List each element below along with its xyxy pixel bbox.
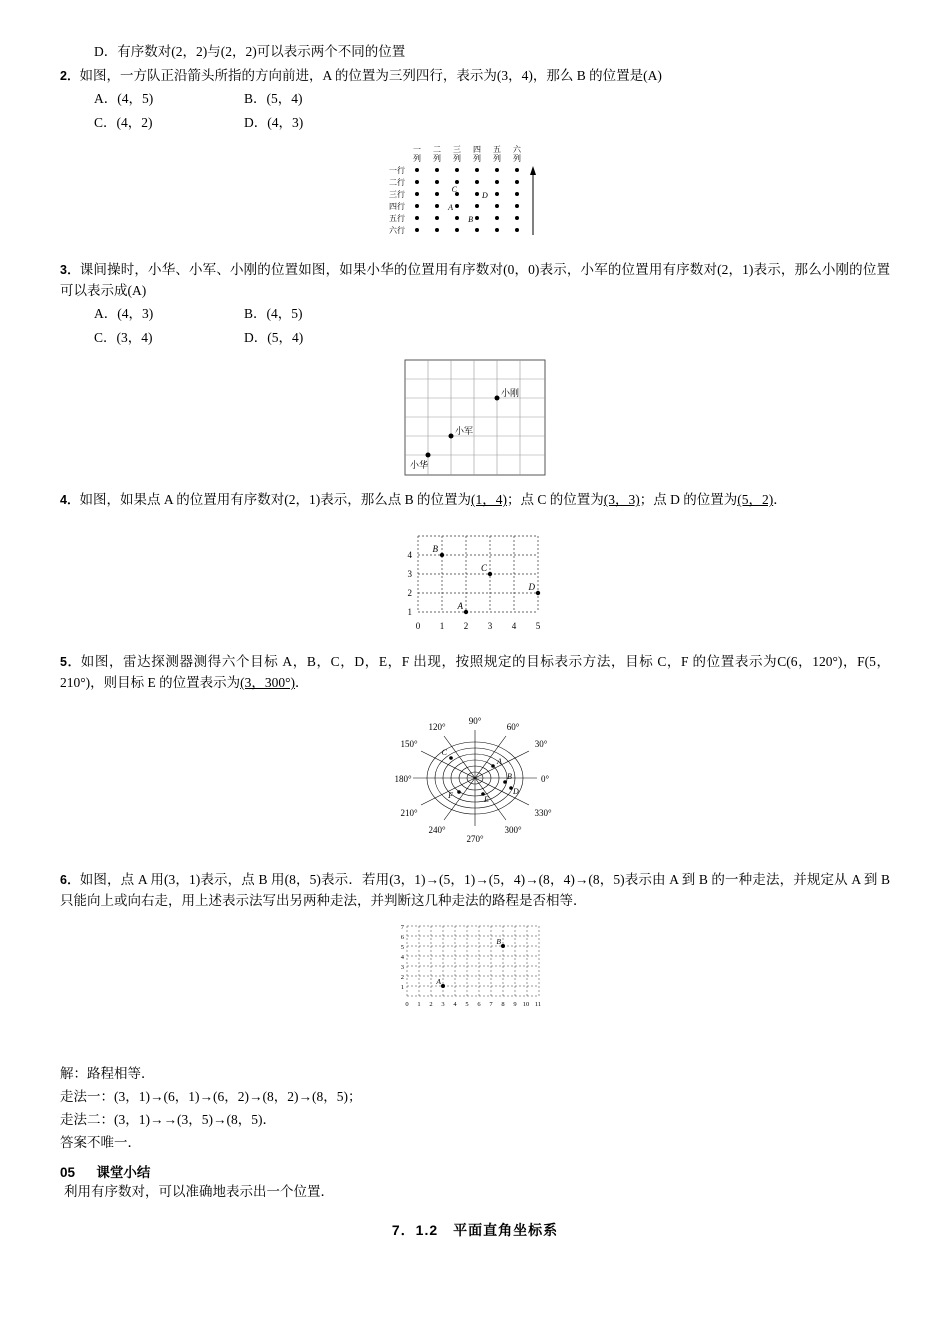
question-3-option-a[interactable]: A．(4，3) [94, 306, 154, 322]
question-3-body: 课间操时，小华、小军、小刚的位置如图，如果小华的位置用有序数对(0，0)表示，小军的位置用有序数对(2，1)表示，那么小刚的位置可以表示成(A) [60, 262, 890, 299]
svg-text:4: 4 [511, 621, 516, 632]
svg-text:五: 五 [493, 145, 501, 155]
svg-text:列: 列 [413, 154, 421, 164]
svg-text:列: 列 [453, 154, 461, 164]
section-05-body: 利用有序数对，可以准确地表示出一个位置． [64, 1183, 334, 1199]
question-3 [60, 260, 890, 480]
svg-text:B: B [468, 215, 473, 225]
question-2-option-c[interactable]: C．(4，2) [94, 114, 153, 130]
svg-text:四: 四 [473, 145, 481, 155]
question-6-solution-line-3: 走法二：(3，1)→→(3，5)→(8，5)． [60, 1111, 276, 1127]
svg-text:F: F [448, 791, 453, 801]
svg-text:一行: 一行 [389, 166, 405, 176]
svg-text:1: 1 [417, 1000, 421, 1008]
svg-text:三: 三 [453, 145, 461, 155]
question-2-option-a[interactable]: A．(4，5) [94, 90, 154, 106]
svg-text:240°: 240° [428, 825, 446, 836]
question-2-figure [60, 140, 890, 250]
question-5-text [60, 652, 890, 694]
svg-text:B: B [496, 936, 501, 946]
svg-text:列: 列 [473, 154, 481, 164]
question-3-options-row2 [60, 326, 890, 350]
question-6-body: 如图，点 A 用(3，1)表示，点 B 用(8，5)表示．若用(3，1)→(5，1)→(5，4)→(8，4)→(8，5)表示由 A 到 B 的一种走法，并规定从 A 到 B 只能向上或向右走，用上述表示法写出另两种走法，并判断这几种走法的路程是否相等． [60, 872, 890, 908]
svg-text:小华: 小华 [410, 460, 429, 471]
svg-text:C: C [480, 563, 487, 574]
answer-space [60, 1023, 890, 1063]
svg-text:2: 2 [407, 588, 412, 599]
svg-text:5: 5 [400, 943, 404, 951]
question-6-figure [60, 918, 890, 1013]
svg-text:3: 3 [407, 569, 412, 580]
question-2-text [60, 66, 890, 87]
radar-polar-diagram [360, 700, 590, 860]
question-3-option-b[interactable]: B．(4，5) [244, 306, 303, 322]
svg-text:4: 4 [453, 1000, 457, 1008]
svg-text:9: 9 [513, 1000, 517, 1008]
svg-text:0: 0 [415, 621, 420, 632]
svg-text:列: 列 [513, 154, 521, 164]
svg-text:D: D [482, 191, 488, 201]
svg-text:6: 6 [477, 1000, 481, 1008]
svg-text:120°: 120° [428, 722, 446, 733]
question-4-body-1: 如图，如果点 A 的位置用有序数对(2，1)表示，那么点 B 的位置为 [79, 492, 471, 508]
question-6-solution-line-1: 解：路程相等． [60, 1065, 155, 1081]
section-05 [60, 1161, 890, 1204]
svg-text:1: 1 [407, 607, 412, 618]
question-5-body-2: ． [295, 675, 309, 691]
question-3-option-c[interactable]: C．(3，4) [94, 329, 153, 345]
svg-text:0°: 0° [540, 774, 550, 785]
svg-text:C: C [441, 748, 447, 758]
question-5 [60, 652, 890, 860]
section-05-number: 05 [60, 1164, 76, 1180]
svg-text:60°: 60° [506, 722, 520, 733]
question-4-body-3: ；点 D 的位置为 [639, 492, 738, 508]
svg-text:7: 7 [400, 923, 404, 931]
svg-text:10: 10 [522, 1000, 530, 1008]
playground-grid-diagram [400, 355, 550, 480]
svg-text:3: 3 [441, 1000, 445, 1008]
svg-text:8: 8 [501, 1000, 505, 1008]
svg-text:列: 列 [493, 154, 501, 164]
question-3-option-d[interactable]: D．(5，4) [244, 329, 304, 345]
svg-text:330°: 330° [534, 808, 552, 819]
question-4-answer-d: (5，2) [737, 492, 774, 508]
svg-text:210°: 210° [400, 808, 418, 819]
svg-text:小军: 小军 [455, 426, 474, 437]
coordinate-grid-diagram-q4 [388, 517, 563, 642]
svg-text:5: 5 [535, 621, 540, 632]
question-4-figure [60, 517, 890, 642]
question-5-body-1: 如图，雷达探测器测得六个目标 A，B，C，D，E，F 出现，按照规定的目标表示方法，目标 C，F 的位置表示为C(6，120°)，F(5，210°)，则目标 E 的位置表示为 [60, 654, 891, 691]
path-grid-diagram-q6 [385, 918, 565, 1013]
svg-text:180°: 180° [394, 774, 412, 785]
svg-text:1: 1 [439, 621, 444, 632]
question-2-options-row1 [60, 87, 890, 111]
question-1-option-d-row [60, 40, 890, 60]
question-2-body: 如图，一方队正沿箭头所指的方向前进，A 的位置为三列四行，表示为(3，4)，那么 B 的位置是(A) [79, 68, 662, 83]
question-6-text [60, 870, 890, 912]
question-6 [60, 870, 890, 1155]
svg-text:五行: 五行 [389, 214, 405, 224]
svg-text:3: 3 [487, 621, 492, 632]
svg-text:D: D [513, 787, 519, 797]
question-6-number: 6． [60, 873, 80, 888]
svg-text:150°: 150° [400, 739, 418, 750]
question-2 [60, 66, 890, 250]
svg-text:30°: 30° [534, 739, 548, 750]
svg-text:300°: 300° [504, 825, 522, 836]
svg-text:E: E [484, 795, 489, 805]
svg-text:11: 11 [534, 1000, 542, 1008]
question-3-figure [60, 355, 890, 480]
page-footer: 7．1.2 平面直角坐标系 [391, 1221, 559, 1238]
question-6-solution-line-4: 答案不唯一． [60, 1134, 141, 1150]
svg-text:六: 六 [513, 145, 521, 155]
svg-text:B: B [507, 772, 512, 782]
svg-text:1: 1 [400, 983, 404, 991]
svg-text:列: 列 [433, 154, 441, 164]
question-3-number: 3． [60, 263, 80, 278]
question-5-number: 5． [60, 655, 81, 670]
svg-text:A: A [457, 601, 463, 612]
svg-text:三行: 三行 [389, 190, 405, 200]
svg-text:90°: 90° [468, 716, 482, 727]
svg-text:A: A [436, 976, 441, 986]
question-2-option-d[interactable]: D．(4，3) [244, 114, 304, 130]
svg-text:3: 3 [400, 963, 404, 971]
svg-text:2: 2 [463, 621, 468, 632]
svg-text:4: 4 [400, 953, 404, 961]
question-5-figure [60, 700, 890, 860]
svg-text:一: 一 [413, 145, 421, 155]
svg-text:A: A [497, 757, 502, 767]
question-6-solution-line-2: 走法一：(3，1)→(6，1)→(6，2)→(8，2)→(8，5)； [60, 1088, 362, 1104]
question-2-option-b[interactable]: B．(5，4) [244, 90, 303, 106]
svg-text:C: C [451, 185, 457, 195]
svg-text:四行: 四行 [389, 202, 405, 212]
svg-text:B: B [432, 544, 438, 555]
svg-text:A: A [448, 203, 453, 213]
svg-text:0: 0 [405, 1000, 409, 1008]
svg-text:六行: 六行 [389, 226, 405, 236]
question-2-options-row2 [60, 111, 890, 135]
question-2-number: 2． [60, 69, 80, 83]
question-4-number: 4． [60, 493, 80, 508]
svg-text:7: 7 [489, 1000, 493, 1008]
svg-text:6: 6 [400, 933, 404, 941]
svg-text:D: D [528, 582, 535, 593]
question-1-option-d: D．有序数对(2，2)与(2，2)可以表示两个不同的位置 [94, 44, 406, 59]
question-4-answer-b: (1，4) [470, 492, 507, 508]
question-3-text [60, 260, 890, 302]
svg-text:5: 5 [465, 1000, 469, 1008]
svg-text:2: 2 [429, 1000, 433, 1008]
section-05-header [60, 1161, 890, 1181]
svg-text:小刚: 小刚 [501, 388, 520, 399]
question-4-text [60, 490, 890, 511]
svg-text:2: 2 [400, 973, 404, 981]
svg-text:二行: 二行 [389, 178, 405, 188]
question-4-answer-c: (3，3) [603, 492, 640, 508]
question-5-answer-e: (3，300°) [240, 675, 296, 691]
svg-text:4: 4 [407, 550, 412, 561]
svg-text:二: 二 [433, 145, 441, 155]
question-4-body-4: ． [773, 492, 787, 508]
question-4 [60, 490, 890, 642]
question-4-body-2: ；点 C 的位置为 [506, 492, 604, 508]
question-3-options-row1 [60, 302, 890, 326]
section-05-title: 课堂小结 [96, 1164, 151, 1180]
svg-text:270°: 270° [466, 834, 484, 845]
marching-formation-diagram [375, 140, 575, 250]
